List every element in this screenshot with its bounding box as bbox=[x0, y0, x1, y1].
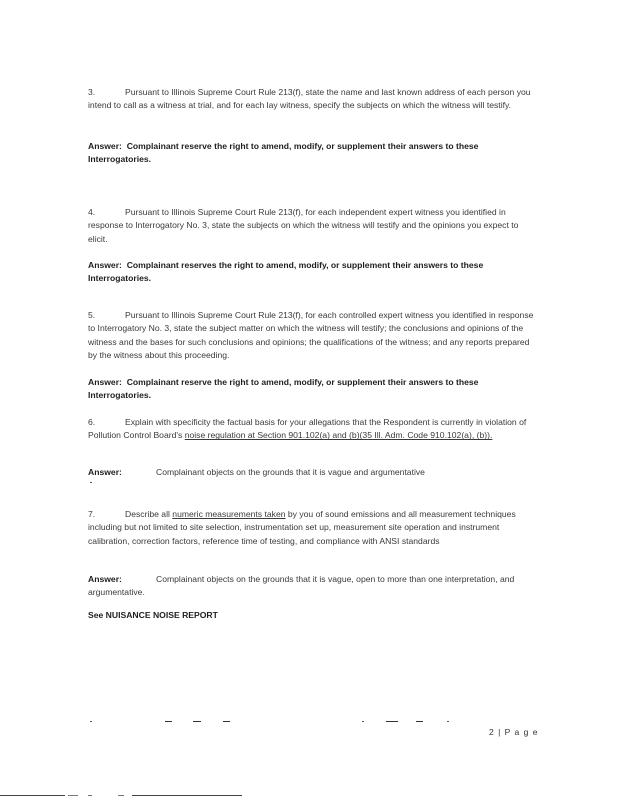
answer-text: Complainant objects on the grounds that it is vague, open to more than one interpretation, and argumentative. bbox=[88, 574, 515, 598]
footer-mark bbox=[90, 721, 92, 722]
interrogatory-4 bbox=[88, 206, 540, 246]
see-report-note: See NUISANCE NOISE REPORT bbox=[88, 610, 218, 620]
item-number: 7. bbox=[88, 509, 96, 519]
question-text: Explain with specificity the factual basis for your allegations that the Respondent is currently in violation of Pollution Control Board's bbox=[88, 417, 527, 441]
stray-mark bbox=[90, 482, 92, 483]
item-number: 5. bbox=[88, 310, 96, 320]
footer-dash bbox=[193, 721, 201, 722]
answer-label: Answer: bbox=[88, 574, 122, 584]
interrogatory-6 bbox=[88, 416, 540, 443]
footer-dash bbox=[165, 721, 172, 722]
answer-4 bbox=[88, 259, 540, 286]
answer-6 bbox=[88, 466, 540, 479]
bottom-rule bbox=[118, 795, 124, 796]
item-number: 4. bbox=[88, 207, 96, 217]
question-text: Pursuant to Illinois Supreme Court Rule 213(f), state the name and last known address of each person you intend to call as a witness at trial, and for each lay witness, specify the subjects on which the witness will testify. bbox=[88, 87, 531, 111]
question-text-cont: by you of sound emissions and all measurement techniques including but not limited to site selection, instrumentation set up, measurement site operation and instrument calibration, correction factors, reference time of testing, and compliance with ANSI standards bbox=[88, 509, 516, 546]
answer-3 bbox=[88, 140, 540, 167]
answer-label: Answer: bbox=[88, 467, 122, 477]
answer-text: Complainant reserves the right to amend, modify, or supplement their answers to these Interrogatories. bbox=[88, 260, 484, 284]
interrogatory-5 bbox=[88, 309, 540, 363]
answer-7 bbox=[88, 573, 540, 600]
answer-label: Answer: bbox=[88, 141, 122, 151]
footer-dash bbox=[416, 721, 423, 722]
answer-text: Complainant reserve the right to amend, modify, or supplement their answers to these Interrogatories. bbox=[88, 377, 479, 401]
item-number: 3. bbox=[88, 87, 96, 97]
bottom-rule bbox=[132, 795, 242, 796]
answer-label: Answer: bbox=[88, 260, 122, 270]
bottom-rule bbox=[88, 795, 92, 796]
question-text: Pursuant to Illinois Supreme Court Rule 213(f), for each controlled expert witness you identified in response to Interrogatory No. 3, state the subject matter on which the witness will testify; the conclusions and opinions of the witness and the bases for such conclusions and opinions; the qualifications of the witness; and any reports prepared by the witness about this proceeding. bbox=[88, 310, 534, 361]
bottom-rule bbox=[68, 795, 78, 796]
regulation-citation: noise regulation at Section 901.102(a) and (b)(35 Ill. Adm. Code 910.102(a), (b)). bbox=[184, 430, 493, 441]
footer-mark bbox=[447, 721, 449, 722]
page-number: 2 | P a g e bbox=[489, 727, 539, 737]
interrogatory-7 bbox=[88, 508, 540, 548]
footer-mark bbox=[362, 721, 364, 722]
footer-dash bbox=[386, 721, 398, 722]
measurement-phrase: numeric measurements taken bbox=[172, 509, 286, 519]
question-text: Pursuant to Illinois Supreme Court Rule 213(f), for each independent expert witness you identified in response to Interrogatory No. 3, state the subjects on which the witness will testify and the opinions you expect to elicit. bbox=[88, 207, 519, 244]
answer-label: Answer: bbox=[88, 377, 122, 387]
footer-dash bbox=[223, 721, 230, 722]
question-text: Describe all bbox=[125, 509, 173, 519]
answer-text: Complainant reserve the right to amend, modify, or supplement their answers to these Interrogatories. bbox=[88, 141, 479, 165]
bottom-rule bbox=[0, 795, 65, 796]
answer-5 bbox=[88, 376, 540, 403]
item-number: 6. bbox=[88, 417, 96, 427]
answer-text: Complainant objects on the grounds that it is vague and argumentative bbox=[156, 467, 425, 477]
interrogatory-3 bbox=[88, 86, 540, 113]
